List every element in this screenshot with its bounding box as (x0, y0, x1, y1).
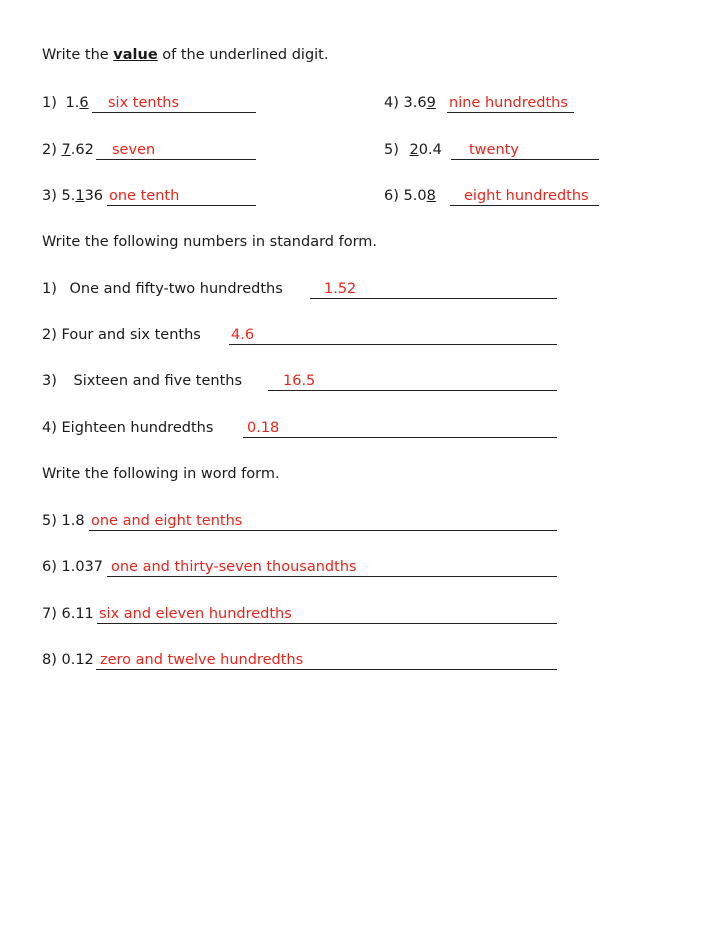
answer-text: zero and twelve hundredths (100, 652, 304, 668)
word-form-item-7 (42, 605, 94, 623)
item-label: 7) (42, 606, 57, 622)
answer-blank (107, 558, 557, 577)
section2-instruction: Write the following numbers in standard form. (42, 234, 378, 250)
item-label: 1) (42, 95, 57, 111)
answer-blank (107, 187, 256, 206)
underlined-digit-item-6 (384, 187, 436, 205)
item-prompt: 6.11 (61, 606, 94, 622)
answer-blank (229, 326, 557, 345)
answer-blank (451, 141, 599, 160)
answer-text: 16.5 (283, 373, 316, 389)
item-number: 5.136 (61, 188, 104, 204)
underlined-digit: 9 (426, 95, 436, 111)
item-label: 8) (42, 652, 57, 668)
item-label: 6) (42, 559, 57, 575)
underlined-digit: 6 (79, 95, 89, 111)
item-label: 5) (42, 513, 57, 529)
answer-text: seven (112, 142, 156, 158)
standard-form-item-3 (42, 372, 242, 390)
answer-text: eight hundredths (464, 188, 589, 204)
answer-text: 1.52 (324, 281, 357, 297)
answer-blank (96, 651, 557, 670)
item-number: 5.08 (403, 188, 436, 204)
answer-text: twenty (469, 142, 519, 158)
answer-blank (447, 94, 574, 113)
item-label: 6) (384, 188, 399, 204)
item-prompt: 1.037 (61, 559, 104, 575)
item-number: 1.6 (65, 95, 89, 111)
item-prompt: One and fifty-two hundredths (69, 281, 283, 297)
instruction-bold-word: value (113, 47, 158, 63)
standard-form-item-4 (42, 419, 213, 437)
item-label: 4) (42, 420, 57, 436)
answer-text: six tenths (108, 95, 179, 111)
item-label: 5) (384, 142, 399, 158)
item-label: 4) (384, 95, 399, 111)
answer-text: 4.6 (231, 327, 255, 343)
item-label: 3) (42, 373, 57, 389)
underlined-digit-item-5 (384, 141, 442, 159)
standard-form-item-1 (42, 280, 283, 298)
answer-blank (450, 187, 599, 206)
answer-text: 0.18 (247, 420, 280, 436)
answer-text: nine hundredths (449, 95, 568, 111)
item-prompt: Four and six tenths (61, 327, 201, 343)
item-number: 7.62 (61, 142, 94, 158)
word-form-item-5 (42, 512, 85, 530)
answer-text: one tenth (109, 188, 180, 204)
standard-form-item-2 (42, 326, 201, 344)
word-form-item-6 (42, 558, 103, 576)
instruction-text-after: of the underlined digit. (157, 47, 329, 63)
instruction-text-before: Write the (42, 47, 114, 63)
answer-blank (92, 94, 256, 113)
underlined-digit: 1 (75, 188, 85, 204)
answer-blank (310, 280, 557, 299)
item-number: 3.69 (403, 95, 436, 111)
answer-text: one and eight tenths (91, 513, 243, 529)
underlined-digit: 8 (426, 188, 436, 204)
underlined-digit: 7 (61, 142, 71, 158)
underlined-digit-item-2 (42, 141, 94, 159)
item-prompt: Eighteen hundredths (61, 420, 214, 436)
item-prompt: 0.12 (61, 652, 94, 668)
answer-blank (243, 419, 557, 438)
section1-instruction (42, 46, 328, 64)
item-number: 20.4 (409, 142, 442, 158)
answer-blank (97, 605, 557, 624)
answer-blank (268, 372, 557, 391)
item-label: 1) (42, 281, 57, 297)
item-prompt: Sixteen and five tenths (73, 373, 242, 389)
underlined-digit-item-4 (384, 94, 436, 112)
answer-blank (89, 512, 557, 531)
answer-text: six and eleven hundredths (99, 606, 292, 622)
section3-instruction: Write the following in word form. (42, 466, 280, 482)
underlined-digit-item-1 (42, 94, 89, 112)
item-label: 3) (42, 188, 57, 204)
item-prompt: 1.8 (61, 513, 85, 529)
answer-blank (96, 141, 256, 160)
underlined-digit: 2 (409, 142, 419, 158)
answer-text: one and thirty-seven thousandths (111, 559, 357, 575)
word-form-item-8 (42, 651, 94, 669)
item-label: 2) (42, 142, 57, 158)
underlined-digit-item-3 (42, 187, 103, 205)
item-label: 2) (42, 327, 57, 343)
